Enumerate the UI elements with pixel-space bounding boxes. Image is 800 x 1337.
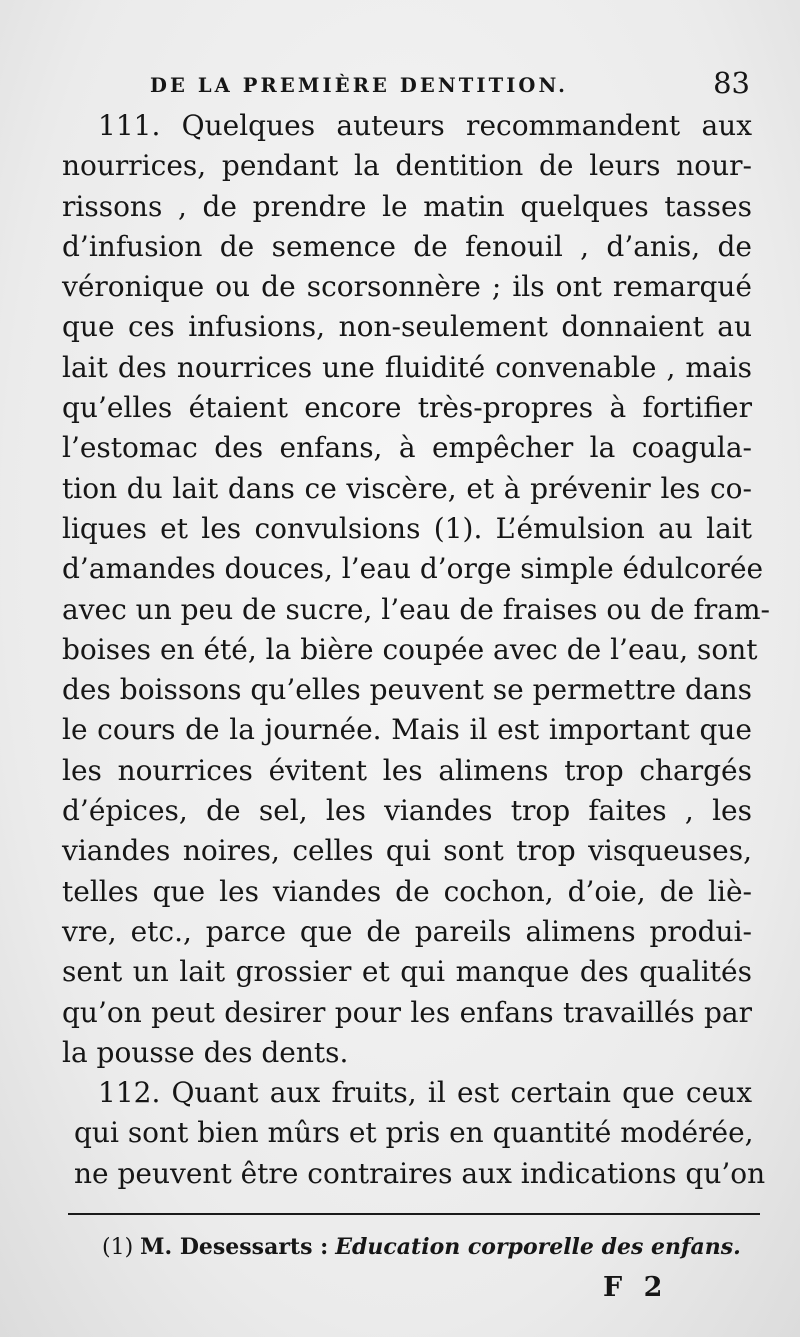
page-header bbox=[150, 66, 750, 106]
text-line: lait des nourrices une fluidité convenable , mais bbox=[62, 350, 752, 384]
text-line: rissons , de prendre le matin quelques tasses bbox=[62, 189, 752, 223]
text-line: que ces infusions, non-seulement donnaient au bbox=[62, 310, 752, 344]
text-line: le cours de la journée. Mais il est important que bbox=[62, 713, 752, 747]
text-line: liques et les convulsions (1). L’émulsion au lait bbox=[62, 511, 752, 545]
text-line: sent un lait grossier et qui manque des qualités bbox=[62, 955, 752, 989]
paragraph-111-start: 111. Quelques auteurs recommandent aux bbox=[98, 109, 752, 142]
text-line: les nourrices évitent les alimens trop chargés bbox=[62, 753, 752, 787]
footnote-title: Education corporelle des enfans. bbox=[335, 1234, 741, 1260]
text-line: vre, etc., parce que de pareils alimens produi- bbox=[62, 914, 752, 948]
text-line: des boissons qu’elles peuvent se permettre dans bbox=[62, 673, 752, 707]
text-line: telles que les viandes de cochon, d’oie, de liè- bbox=[62, 874, 752, 908]
text-line: d’épices, de sel, les viandes trop faites , les bbox=[62, 794, 752, 828]
footnote-author: M. Desessarts : bbox=[140, 1234, 329, 1260]
text-line: véronique ou de scorsonnère ; ils ont remarqué bbox=[62, 270, 752, 304]
footnote-marker: (1) bbox=[102, 1235, 134, 1260]
text-line: avec un peu de sucre, l’eau de fraises ou de fram- bbox=[62, 592, 770, 626]
text-line: qu’on peut desirer pour les enfans travaillés par bbox=[62, 995, 752, 1029]
text-line: tion du lait dans ce viscère, et à prévenir les co- bbox=[62, 471, 752, 505]
text-line: nourrices, pendant la dentition de leurs nour- bbox=[62, 149, 752, 183]
text-line: qu’elles étaient encore très-propres à fortifier bbox=[62, 391, 752, 425]
text-line: d’amandes douces, l’eau d’orge simple édulcorée bbox=[62, 552, 764, 586]
footnote bbox=[102, 1234, 741, 1260]
paragraph-111-end: la pousse des dents. bbox=[62, 1035, 349, 1069]
text-line: viandes noires, celles qui sont trop visqueuses, bbox=[62, 834, 752, 868]
text-line: boises en été, la bière coupée avec de l’eau, sont bbox=[62, 632, 758, 666]
text-line: ne peuvent être contraires aux indications qu’on bbox=[74, 1156, 766, 1190]
running-title: DE LA PREMIÈRE DENTITION. bbox=[150, 74, 569, 97]
signature-mark: F 2 bbox=[603, 1272, 669, 1303]
text-line: qui sont bien mûrs et pris en quantité modérée, bbox=[74, 1116, 754, 1150]
body-text bbox=[62, 106, 770, 1194]
text-line: d’infusion de semence de fenouil , d’anis, de bbox=[62, 229, 752, 263]
paragraph-112-start: 112. Quant aux fruits, il est certain que ceux bbox=[98, 1076, 752, 1110]
footnote-divider bbox=[68, 1213, 760, 1215]
page-number: 83 bbox=[713, 66, 750, 100]
text-line: l’estomac des enfans, à empêcher la coagula- bbox=[62, 431, 752, 465]
